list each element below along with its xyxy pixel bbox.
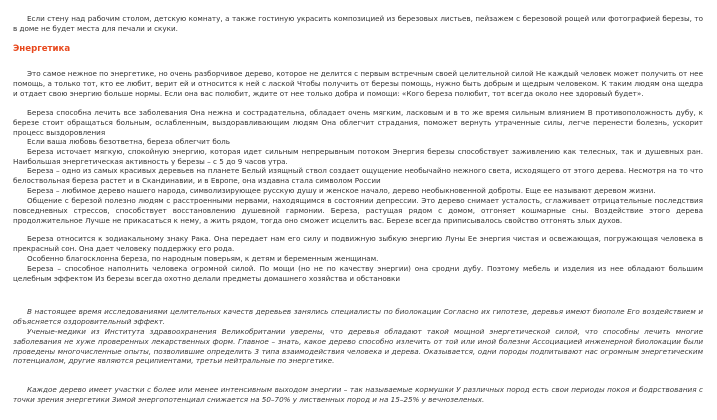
section-heading: Энергетика bbox=[13, 44, 71, 54]
italic-paragraph-2: Ученые-медики из Института здравоохранения Великобритании уверены, что деревья обладают такой мощной энергетической силой, что способны лечить многие заболевания не хуже проверенных лекарственных форм. Главное – знать, какое дерево способно излечить от той или иной болезни Ассоциацией инженерной биолокации были проведены многочисленные опыты, позволившие определить 3 типа взаимодействия человека и дерева. Оказывается, одни породы подпитывают нас огромным энергетическим потенциалом, другие являются реципиентами, третьи нейтральные по энергетике. bbox=[13, 327, 703, 366]
paragraph-10: Береза – способное наполнить человека огромной силой. По мощи (но не по качеству энергии) она сродни дубу. Поэтому мебель и изделия из нее обладают большим целебным эффектом Из березы всегда охотно делали предметы домашнего хозяйства и обстановки bbox=[13, 264, 703, 283]
paragraph-8: Береза относится к зодиакальному знаку Рака. Она передает нам его силу и подвижную зыбкую энергию Луны Ее энергия чистая и освежающая, погружающая человека в прекрасный сон. Она дает человеку поддержку его рода. bbox=[13, 234, 703, 253]
paragraph-1: Это самое нежное по энергетике, но очень разборчивое дерево, которое не делится с первым встречным своей целительной силой Не каждый человек может получить от нее помощь, а только тот, кто ее любит, верит ей и относится к ней с лаской Чтобы получить от березы помощь, нужно быть добрым и щедрым человеком. К таким людям она щедра и отдает свою энергию больше нормы. Если она вас полюбит, ждите от нее только добра и помощи: «Кого береза полюбит, тот всегда около нее здоровый будет». bbox=[13, 69, 703, 98]
paragraph-3: Если ваша любовь безответна, береза облегчит боль bbox=[27, 137, 230, 146]
paragraph-5: Береза – одно из самых красивых деревьев на планете Белый изящный ствол создает ощущение необычайно нежного света, исходящего от этого дерева. Несмотря на то что белоствольная береза растет и в Скандинавии, и в Европе, она издавна стала символом России bbox=[13, 166, 703, 185]
italic-paragraph-1: В настоящее время исследованиями целительных качеств деревьев занялись специалисты по биолокации Согласно их гипотезе, деревья имеют биополе Его воздействием и объясняется оздоровительный эффект. bbox=[13, 307, 703, 326]
paragraph-6: Береза – любимое дерево нашего народа, символизирующее русскую душу и женское начало, дерево необыкновенной доброты. Еще ее называют деревом жизни. bbox=[27, 186, 656, 195]
paragraph-2: Береза способна лечить все заболевания Она нежна и сострадательна, обладает очень мягким, ласковым и в то же время сильным влиянием В противоположность дубу, к березе стоит обращаться больным, ослабленным, выздоравливающим людям Она облегчит страдания, поможет вернуть утраченные силы, легче перенести болезнь, ускорит процесс выздоровления bbox=[13, 108, 703, 137]
italic-paragraph-3: Каждое дерево имеет участки с более или менее интенсивным выходом энергии – так называемые кормушки У различных пород есть свои периоды покоя и бодрствования с точки зрения энергетики Зимой энергопотенциал снижается на 50–70% у лиственных пород и на 15–25% у вечнозеленых. bbox=[13, 385, 703, 404]
intro-paragraph: Если стену над рабочим столом, детскую комнату, а также гостиную украсить композицией из березовых листьев, пейзажем с березовой рощей или фотографией березы, то в доме не будет места для печали и скуки. bbox=[13, 14, 703, 33]
paragraph-4: Береза источает мягкую, спокойную энергию, которая идет сильным непрерывным потоком Энергия березы способствует заживлению как телесных, так и душевных ран. Наибольшая энергетическая активность у березы – с 5 до 9 часов утра. bbox=[13, 147, 703, 166]
paragraph-7: Общение с березой полезно людям с расстроенными нервами, находящимся в состоянии депрессии. Это дерево снимает усталость, сглаживает отрицательные последствия повседневных стрессов, способствует восстановлению душевной гармонии. Береза, растущая рядом с домом, отгоняет кошмарные сны. Воздействие этого дерева продолжительное Лучше не прикасаться к нему, а жить рядом, тогда оно сможет исцелить вас. Березе всегда приписывалось свойство отгонять злых духов. bbox=[13, 196, 703, 225]
paragraph-9: Особенно благосклонна береза, по народным поверьям, к детям и беременным женщинам. bbox=[27, 254, 379, 263]
